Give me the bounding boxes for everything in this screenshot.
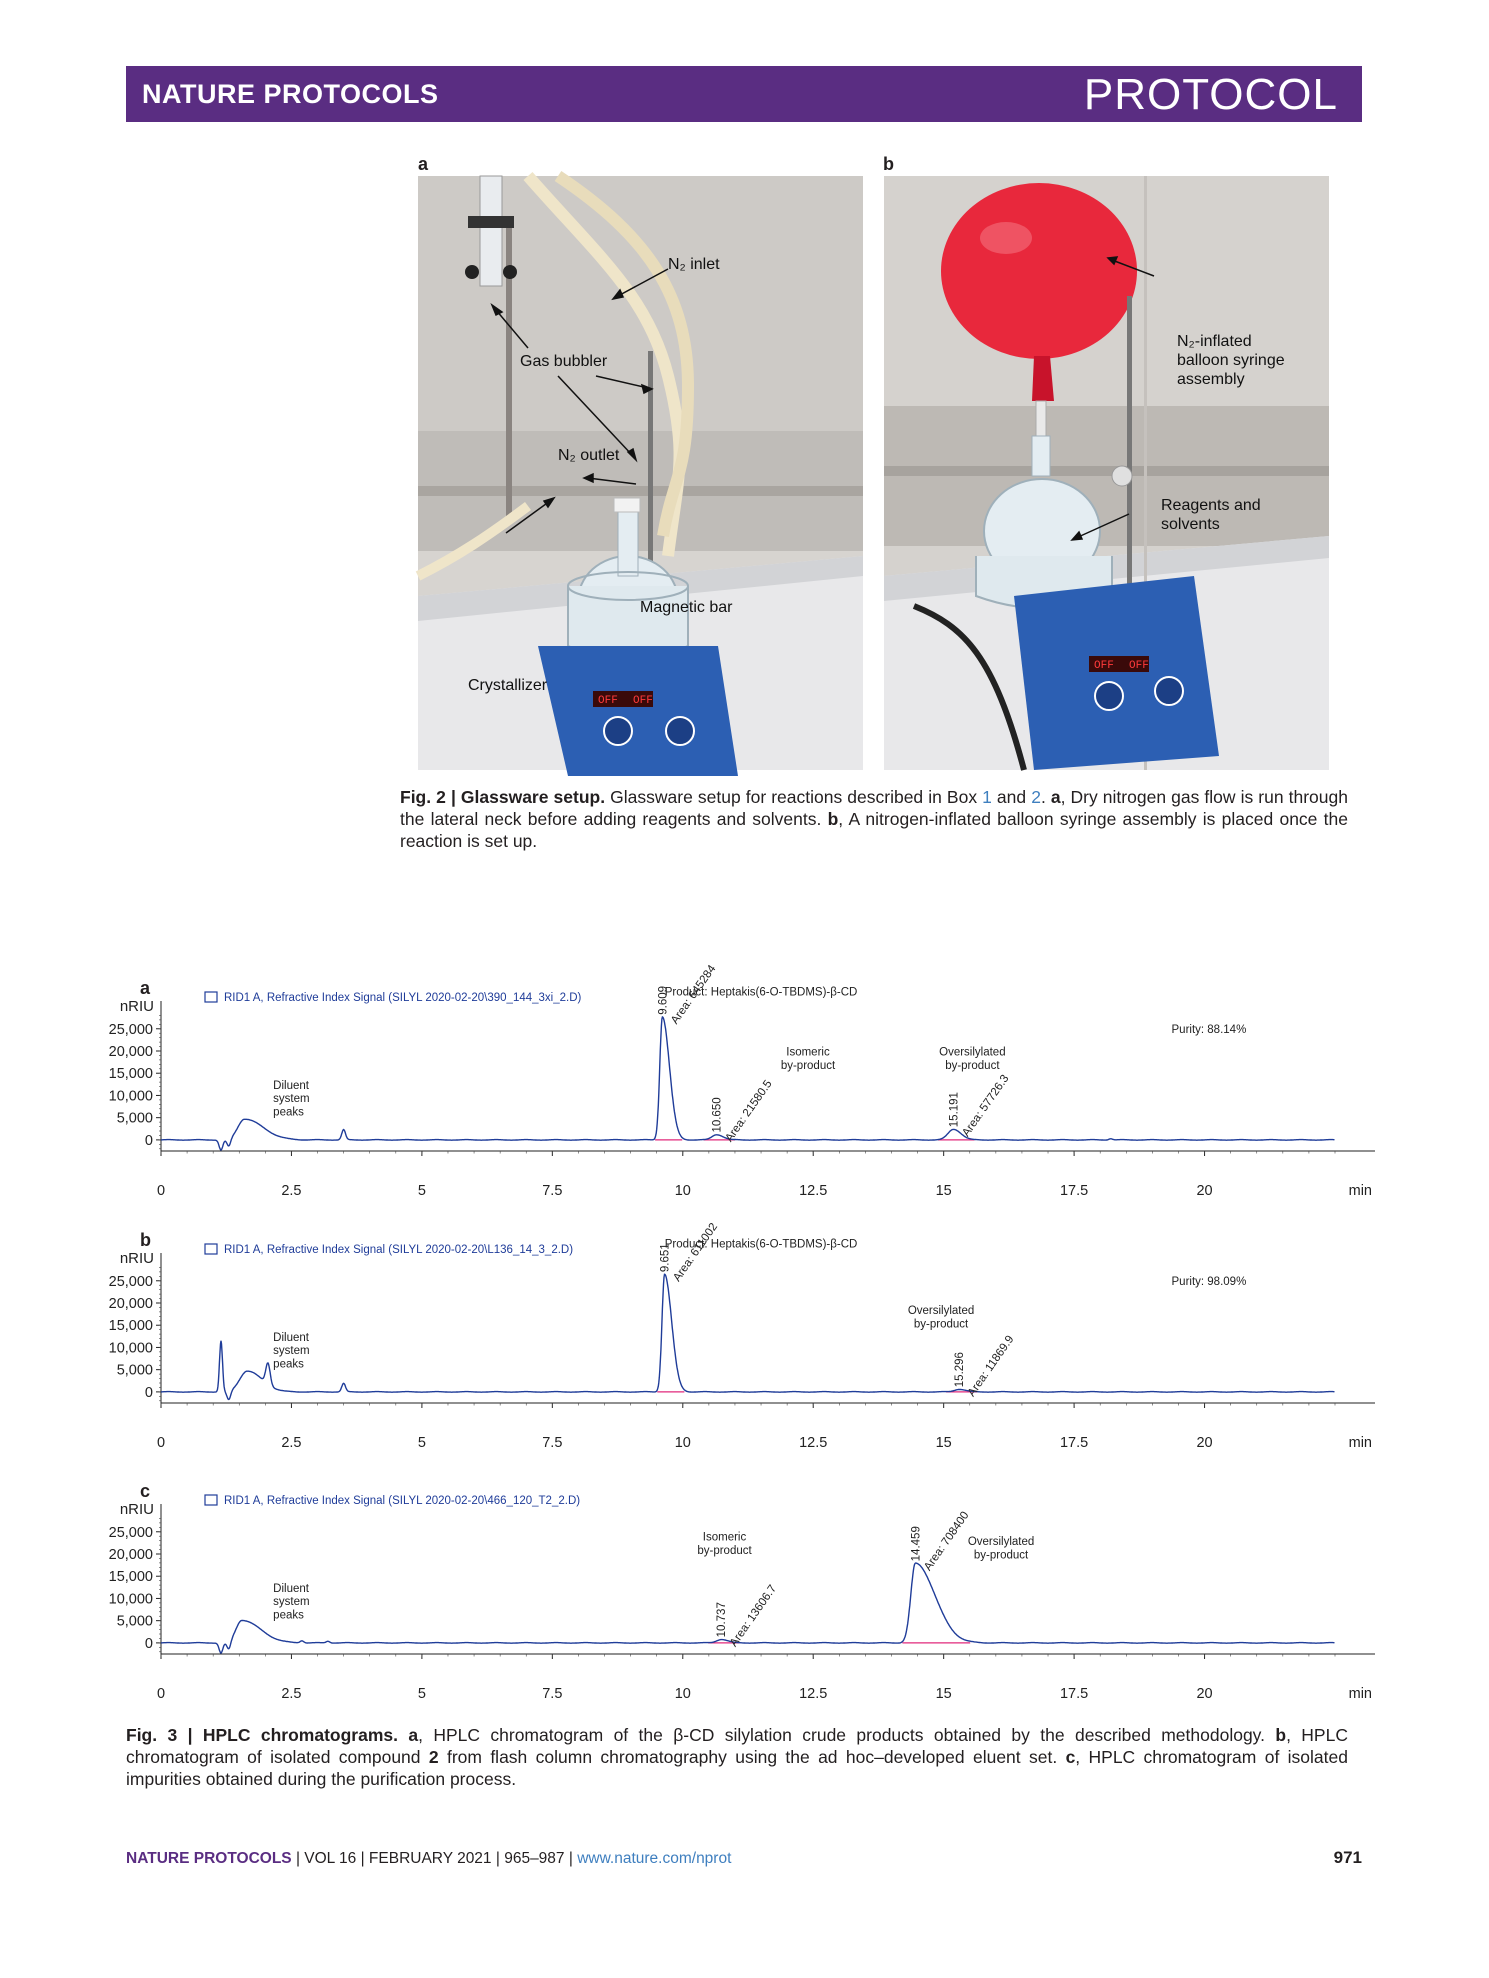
x-tick-label: 0 <box>156 1435 166 1451</box>
chart-annotation: by-product <box>697 1545 752 1557</box>
fig2b-photo <box>884 176 1329 770</box>
peak-area-label: Area: 611002 <box>671 1221 721 1284</box>
x-tick-label: 7.5 <box>542 1435 563 1451</box>
y-tick-label: 20,000 <box>108 1296 153 1312</box>
y-tick-label: 25,000 <box>108 1021 153 1038</box>
y-tick-label: 10,000 <box>108 1591 153 1608</box>
peak-area-label: Area: 11869.9 <box>965 1333 1017 1399</box>
footer-sep-4: | <box>564 1850 578 1867</box>
journal-name: NATURE PROTOCOLS <box>142 79 439 109</box>
y-tick-label: 10,000 <box>108 1088 153 1105</box>
fig2a-label-n2-inlet: N₂ inlet <box>668 256 720 273</box>
x-tick-label: 15 <box>935 1435 952 1451</box>
signal-trace <box>161 1563 1335 1653</box>
fig2-panel-letter-a: a <box>418 154 429 174</box>
peak-retention-time: 15.191 <box>948 1092 961 1128</box>
y-tick-label: 5,000 <box>116 1362 153 1379</box>
fig2b-label-balloon-1: N₂-inflated <box>1177 333 1252 350</box>
chart-annotation: Diluent <box>273 1331 309 1344</box>
x-tick-label: 17.5 <box>1059 1183 1089 1199</box>
fig3-panel-letter-c: c <box>140 1481 151 1501</box>
x-tick-label: 15 <box>935 1183 952 1199</box>
chart-annotation: Oversilylated <box>939 1046 1006 1059</box>
fig2-caption-label: Fig. 2 | Glassware setup. <box>400 787 606 807</box>
legend-swatch <box>205 1495 217 1505</box>
chart-annotation: system <box>273 1093 310 1106</box>
chart-annotation: system <box>273 1596 310 1609</box>
y-tick-label: 15,000 <box>108 1318 153 1335</box>
x-tick-label: 17.5 <box>1059 1435 1089 1451</box>
y-tick-label: 20,000 <box>108 1547 153 1563</box>
peak-retention-time: 9.609 <box>657 985 670 1015</box>
legend-label: RID1 A, Refractive Index Signal (SILYL 2020-02-20\390_144_3xi_2.D) <box>224 992 582 1004</box>
fig3-caption-compound: 2 <box>428 1747 439 1767</box>
chart-annotation: Diluent <box>273 1582 309 1595</box>
x-tick-label: 5 <box>417 1183 426 1199</box>
fig2b-display-left: OFF <box>1094 660 1114 672</box>
x-tick-label: 2.5 <box>281 1183 302 1199</box>
fig2b-display-right: OFF <box>1129 660 1149 672</box>
fig2a-label-n2-outlet: N₂ outlet <box>558 447 620 464</box>
fig3-caption <box>126 1724 1348 1790</box>
fig2-caption-a-text: , Dry nitrogen gas flow is run through the lateral neck before adding reagents and solvents. <box>400 787 1348 829</box>
chart-annotation: Oversilylated <box>907 1305 975 1318</box>
fig3-caption-label: Fig. 3 | HPLC chromatograms. <box>126 1725 398 1745</box>
peak-retention-time: 10.737 <box>716 1602 729 1638</box>
chart-annotation: Product: Heptakis(6-O-TBDMS)-β-CD <box>664 1238 858 1251</box>
chart-annotation: Purity: 88.14% <box>1171 1024 1247 1037</box>
signal-trace <box>161 1017 1335 1150</box>
y-tick-label: 0 <box>144 1132 153 1149</box>
peak-area-label: Area: 21580.5 <box>723 1078 775 1145</box>
footer-pages: 965–987 <box>504 1850 565 1867</box>
chart-annotation: Isomeric <box>786 1046 830 1059</box>
y-tick-label: 20,000 <box>108 1044 153 1060</box>
y-tick-label: 15,000 <box>108 1066 153 1083</box>
page-footer <box>126 1850 731 1868</box>
journal-banner <box>126 66 1362 122</box>
legend-swatch <box>205 992 217 1002</box>
footer-sep-1: | <box>291 1850 305 1867</box>
footer-sep-3: | <box>491 1850 505 1867</box>
fig3-caption-a: a <box>408 1725 419 1745</box>
x-tick-label: 15 <box>935 1686 952 1702</box>
fig2-caption-a: a <box>1050 787 1061 807</box>
x-tick-label: 12.5 <box>799 1183 828 1199</box>
chart-annotation: Purity: 98.09% <box>1171 1276 1247 1289</box>
fig2b-label-balloon-3: assembly <box>1177 371 1245 388</box>
box-1-link[interactable]: 1 <box>982 787 992 807</box>
fig2a-label-gas-bubbler: Gas bubbler <box>520 353 608 370</box>
peak-retention-time: 9.651 <box>659 1243 672 1273</box>
fig3-panel-letter-b: b <box>140 1230 151 1250</box>
x-tick-label: 2.5 <box>281 1435 302 1451</box>
peak-area-label: Area: 708400 <box>922 1509 972 1574</box>
chart-annotation: peaks <box>273 1358 304 1371</box>
peak-retention-time: 14.459 <box>910 1526 923 1562</box>
chart-annotation: system <box>273 1345 310 1358</box>
peak-retention-time: 10.650 <box>711 1097 724 1133</box>
chart-annotation: Diluent <box>273 1079 309 1092</box>
x-tick-label: 5 <box>417 1435 426 1451</box>
x-axis-title: min <box>1348 1183 1372 1199</box>
chart-annotation: peaks <box>273 1106 304 1119</box>
peak-area-label: Area: 13606.7 <box>727 1582 780 1650</box>
fig3-caption-c-text: , HPLC chromatogram of isolated impurities obtained during the purification process. <box>126 1747 1348 1789</box>
chart-annotation: peaks <box>273 1609 304 1622</box>
chart-annotation: by-product <box>913 1318 969 1331</box>
x-tick-label: 20 <box>1196 1183 1213 1199</box>
y-tick-label: 0 <box>144 1384 153 1401</box>
footer-sep-2: | <box>356 1850 369 1867</box>
x-tick-label: 0 <box>156 1183 166 1199</box>
x-tick-label: 7.5 <box>542 1686 563 1702</box>
x-tick-label: 12.5 <box>799 1435 828 1451</box>
chromatogram-a-svg <box>108 963 1372 1214</box>
x-tick-label: 10 <box>674 1686 691 1702</box>
signal-trace <box>161 1274 1335 1399</box>
fig2-caption-and: and <box>991 787 1032 807</box>
fig2a-display-left: OFF <box>598 695 618 707</box>
fig2b-label-reagents-2: solvents <box>1161 516 1220 533</box>
y-axis-title: nRIU <box>119 1501 154 1518</box>
y-tick-label: 15,000 <box>108 1569 153 1586</box>
x-tick-label: 12.5 <box>799 1686 828 1702</box>
fig2a-display-right: OFF <box>633 695 653 707</box>
chart-annotation: Oversilylated <box>967 1536 1035 1549</box>
fig3-panel-letter-a: a <box>140 978 151 998</box>
x-tick-label: 0 <box>156 1686 166 1702</box>
footer-volume: VOL 16 <box>304 1850 357 1867</box>
chart-annotation: by-product <box>973 1549 1029 1562</box>
chromatogram-b <box>108 1221 1372 1466</box>
fig2-caption-b: b <box>827 809 839 829</box>
y-tick-label: 25,000 <box>108 1273 153 1290</box>
footer-date: FEBRUARY 2021 <box>368 1850 492 1867</box>
chart-annotation: by-product <box>780 1059 836 1072</box>
x-axis-title: min <box>1348 1435 1372 1451</box>
chart-annotation: Product: Heptakis(6-O-TBDMS)-β-CD <box>664 986 858 999</box>
y-tick-label: 5,000 <box>116 1110 153 1127</box>
footer-url-link[interactable]: www.nature.com/nprot <box>577 1850 732 1867</box>
x-tick-label: 5 <box>417 1686 426 1702</box>
peak-retention-time: 15.296 <box>954 1352 967 1388</box>
x-axis-title: min <box>1348 1686 1372 1702</box>
chromatogram-b-svg <box>108 1221 1372 1466</box>
footer-journal: NATURE PROTOCOLS <box>126 1850 292 1867</box>
peak-area-label: Area: 645284 <box>669 963 719 1027</box>
article-type: PROTOCOL <box>1083 70 1338 119</box>
fig2a-label-crystallizer: Crystallizer <box>468 677 548 694</box>
y-tick-label: 25,000 <box>108 1524 153 1541</box>
fig3-caption-c: c <box>1065 1747 1076 1767</box>
x-tick-label: 20 <box>1196 1686 1213 1702</box>
chromatogram-c-svg <box>108 1481 1372 1717</box>
legend-label: RID1 A, Refractive Index Signal (SILYL 2020-02-20\L136_14_3_2.D) <box>224 1244 574 1256</box>
fig2-caption-text: Glassware setup for reactions described in Box <box>605 787 983 807</box>
fig2a-photo <box>418 176 863 770</box>
legend-label: RID1 A, Refractive Index Signal (SILYL 2020-02-20\466_120_T2_2.D) <box>224 1495 581 1507</box>
fig2b-label-balloon-2: balloon syringe <box>1177 352 1285 369</box>
y-tick-label: 5,000 <box>116 1613 153 1630</box>
x-tick-label: 20 <box>1196 1435 1213 1451</box>
fig2-caption-b-text: , A nitrogen-inflated balloon syringe assembly is placed once the reaction is set up. <box>400 809 1349 851</box>
box-2-link[interactable]: 2 <box>1031 787 1041 807</box>
legend-swatch <box>205 1244 217 1254</box>
y-axis-title: nRIU <box>119 998 154 1015</box>
y-tick-label: 10,000 <box>108 1340 153 1357</box>
x-tick-label: 2.5 <box>281 1686 302 1702</box>
fig3-caption-b: b <box>1275 1725 1287 1745</box>
fig2-caption <box>400 786 1348 852</box>
chart-annotation: Isomeric <box>702 1531 747 1544</box>
x-tick-label: 17.5 <box>1059 1686 1089 1702</box>
peak-area-label: Area: 57726.3 <box>960 1072 1012 1139</box>
fig2a-label-magnetic-bar: Magnetic bar <box>640 599 733 616</box>
fig3-caption-b-text2: from flash column chromatography using the ad hoc–developed eluent set. <box>438 1747 1066 1767</box>
y-tick-label: 0 <box>144 1635 153 1652</box>
fig2-caption-period: . <box>1040 787 1051 807</box>
chromatogram-c <box>108 1481 1372 1717</box>
chromatogram-a <box>108 963 1372 1214</box>
chart-annotation: by-product <box>945 1059 1000 1072</box>
fig2b-label-reagents-1: Reagents and <box>1161 497 1261 514</box>
y-axis-title: nRIU <box>119 1250 154 1267</box>
page-number: 971 <box>1333 1848 1362 1867</box>
x-tick-label: 10 <box>674 1435 691 1451</box>
fig3-caption-a-text: , HPLC chromatogram of the β-CD silylation crude products obtained by the described methodology. <box>418 1725 1276 1745</box>
fig2-panel-letter-b: b <box>883 154 894 174</box>
fig3-caption-b-text1: , HPLC chromatogram of isolated compound <box>126 1725 1348 1767</box>
x-tick-label: 7.5 <box>542 1183 563 1199</box>
x-tick-label: 10 <box>674 1183 691 1199</box>
